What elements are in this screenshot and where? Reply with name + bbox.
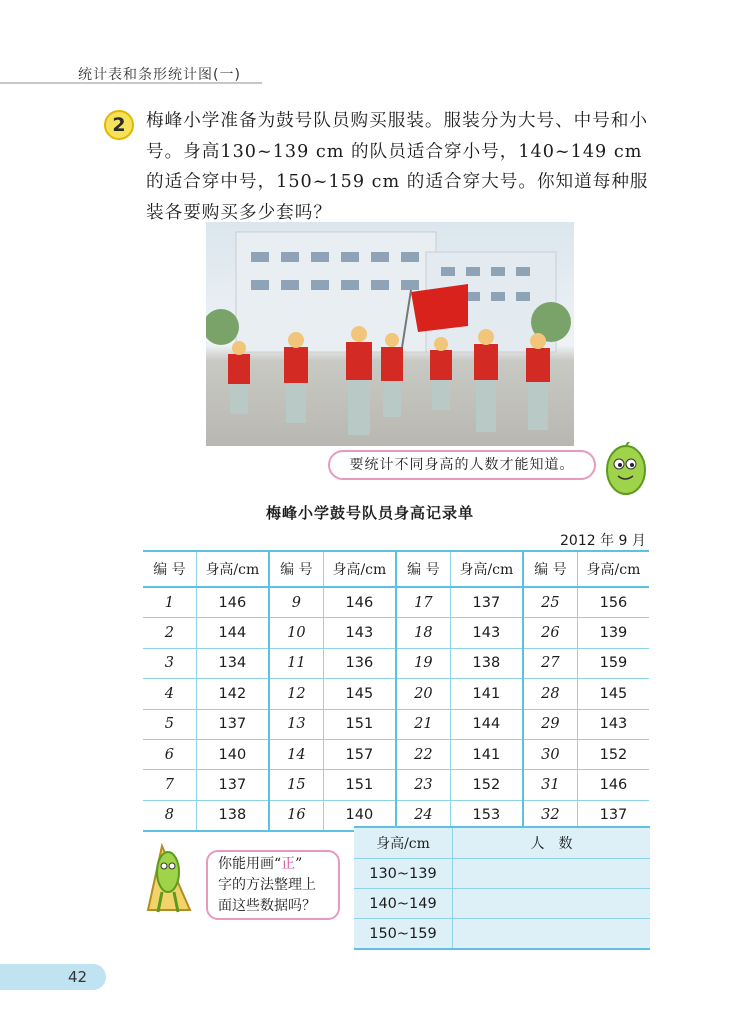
tally-height-header: 身高/cm: [354, 827, 453, 859]
bubble-line-2: 字的方法整理上: [218, 877, 316, 893]
height-cell: 143: [323, 618, 396, 648]
member-id-cell: 8: [143, 800, 196, 831]
member-id-cell: 6: [143, 739, 196, 769]
member-id-cell: 1: [143, 587, 196, 618]
member-id-cell: 24: [396, 800, 450, 831]
height-cell: 139: [577, 618, 649, 648]
pea-mascot-icon: [140, 836, 206, 918]
member-id-cell: 30: [523, 739, 577, 769]
col-height-header: 身高/cm: [323, 551, 396, 587]
table-row: [143, 739, 649, 769]
table-row: [143, 618, 649, 648]
height-cell: 138: [450, 648, 523, 678]
bean-mascot-icon: [598, 442, 650, 500]
table-row: [354, 919, 650, 950]
col-height-header: 身高/cm: [196, 551, 269, 587]
height-cell: 159: [577, 648, 649, 678]
table-row: [143, 709, 649, 739]
member-id-cell: 11: [269, 648, 323, 678]
record-header-row: [143, 551, 649, 587]
member-id-cell: 12: [269, 679, 323, 709]
height-range-cell: 140~149: [354, 889, 453, 919]
height-range-cell: 130~139: [354, 859, 453, 889]
bubble-line-1: [218, 854, 332, 875]
record-table-title: 梅峰小学鼓号队员身高记录单: [265, 504, 474, 522]
height-cell: 140: [196, 739, 269, 769]
height-cell: 138: [196, 800, 269, 831]
height-cell: 144: [450, 709, 523, 739]
record-table-body: [143, 587, 649, 831]
page-number: 42: [68, 968, 88, 986]
height-cell: 143: [577, 709, 649, 739]
record-table-date: 2012 年 9 月: [560, 533, 646, 549]
height-cell: 142: [196, 679, 269, 709]
height-cell: 143: [450, 618, 523, 648]
drum-corps-photo: [206, 222, 574, 446]
photo-illustration: [206, 222, 574, 446]
member-id-cell: 5: [143, 709, 196, 739]
bubble-text: ”: [295, 856, 303, 872]
table-row: [143, 679, 649, 709]
tally-count-header: 人 数: [453, 827, 651, 859]
height-cell: 140: [323, 800, 396, 831]
count-cell[interactable]: [453, 889, 651, 919]
height-cell: 152: [450, 770, 523, 800]
member-id-cell: 15: [269, 770, 323, 800]
member-id-cell: 25: [523, 587, 577, 618]
member-id-cell: 19: [396, 648, 450, 678]
tally-table-body: [354, 859, 650, 950]
col-id-header: 编 号: [523, 551, 577, 587]
speech-bubble-question: [206, 850, 340, 920]
tally-table: [354, 826, 650, 950]
member-id-cell: 20: [396, 679, 450, 709]
bubble-text: 你能用画“: [218, 856, 282, 872]
height-cell: 144: [196, 618, 269, 648]
height-cell: 136: [323, 648, 396, 678]
speech-bubble-hint: [328, 450, 596, 480]
member-id-cell: 18: [396, 618, 450, 648]
table-row: [143, 587, 649, 618]
height-record-table: [143, 550, 649, 832]
member-id-cell: 28: [523, 679, 577, 709]
member-id-cell: 16: [269, 800, 323, 831]
member-id-cell: 10: [269, 618, 323, 648]
height-cell: 146: [196, 587, 269, 618]
col-id-header: 编 号: [396, 551, 450, 587]
col-id-header: 编 号: [269, 551, 323, 587]
member-id-cell: 21: [396, 709, 450, 739]
member-id-cell: 2: [143, 618, 196, 648]
col-height-header: 身高/cm: [450, 551, 523, 587]
height-cell: 141: [450, 679, 523, 709]
member-id-cell: 17: [396, 587, 450, 618]
height-range-cell: 150~159: [354, 919, 453, 950]
table-row: [143, 770, 649, 800]
bubble-line-3: 面这些数据吗？: [218, 898, 316, 914]
height-cell: 156: [577, 587, 649, 618]
table-row: [354, 859, 650, 889]
height-cell: 146: [323, 587, 396, 618]
col-id-header: 编 号: [143, 551, 196, 587]
count-cell[interactable]: [453, 859, 651, 889]
member-id-cell: 26: [523, 618, 577, 648]
height-cell: 146: [577, 770, 649, 800]
height-cell: 137: [577, 800, 649, 831]
problem-number-badge: 2: [104, 110, 134, 140]
member-id-cell: 3: [143, 648, 196, 678]
chapter-title: 统计表和条形统计图(一): [78, 67, 241, 83]
height-cell: 145: [577, 679, 649, 709]
height-cell: 145: [323, 679, 396, 709]
member-id-cell: 32: [523, 800, 577, 831]
member-id-cell: 4: [143, 679, 196, 709]
height-cell: 137: [196, 709, 269, 739]
height-cell: 157: [323, 739, 396, 769]
col-height-header: 身高/cm: [577, 551, 649, 587]
problem-text: 梅峰小学准备为鼓号队员购买服装。服装分为大号、中号和小号。身高130~139 cm 的队员适合穿小号，140~149 cm 的适合穿中号，150~159 cm 的适合穿大号。你知道每种服装各要购买多少套吗？: [146, 111, 649, 223]
height-cell: 151: [323, 709, 396, 739]
table-row: [143, 648, 649, 678]
count-cell[interactable]: [453, 919, 651, 950]
height-cell: 141: [450, 739, 523, 769]
height-cell: 152: [577, 739, 649, 769]
member-id-cell: 13: [269, 709, 323, 739]
member-id-cell: 29: [523, 709, 577, 739]
member-id-cell: 23: [396, 770, 450, 800]
member-id-cell: 9: [269, 587, 323, 618]
member-id-cell: 27: [523, 648, 577, 678]
member-id-cell: 14: [269, 739, 323, 769]
zheng-char: 正: [281, 856, 296, 872]
member-id-cell: 22: [396, 739, 450, 769]
member-id-cell: 7: [143, 770, 196, 800]
page-number-tab: [0, 964, 106, 990]
height-cell: 153: [450, 800, 523, 831]
table-row: [354, 889, 650, 919]
member-id-cell: 31: [523, 770, 577, 800]
tally-header-row: [354, 827, 650, 859]
height-cell: 137: [196, 770, 269, 800]
height-cell: 151: [323, 770, 396, 800]
height-cell: 134: [196, 648, 269, 678]
speech-bubble-text: 要统计不同身高的人数才能知道。: [349, 457, 575, 473]
height-cell: 137: [450, 587, 523, 618]
